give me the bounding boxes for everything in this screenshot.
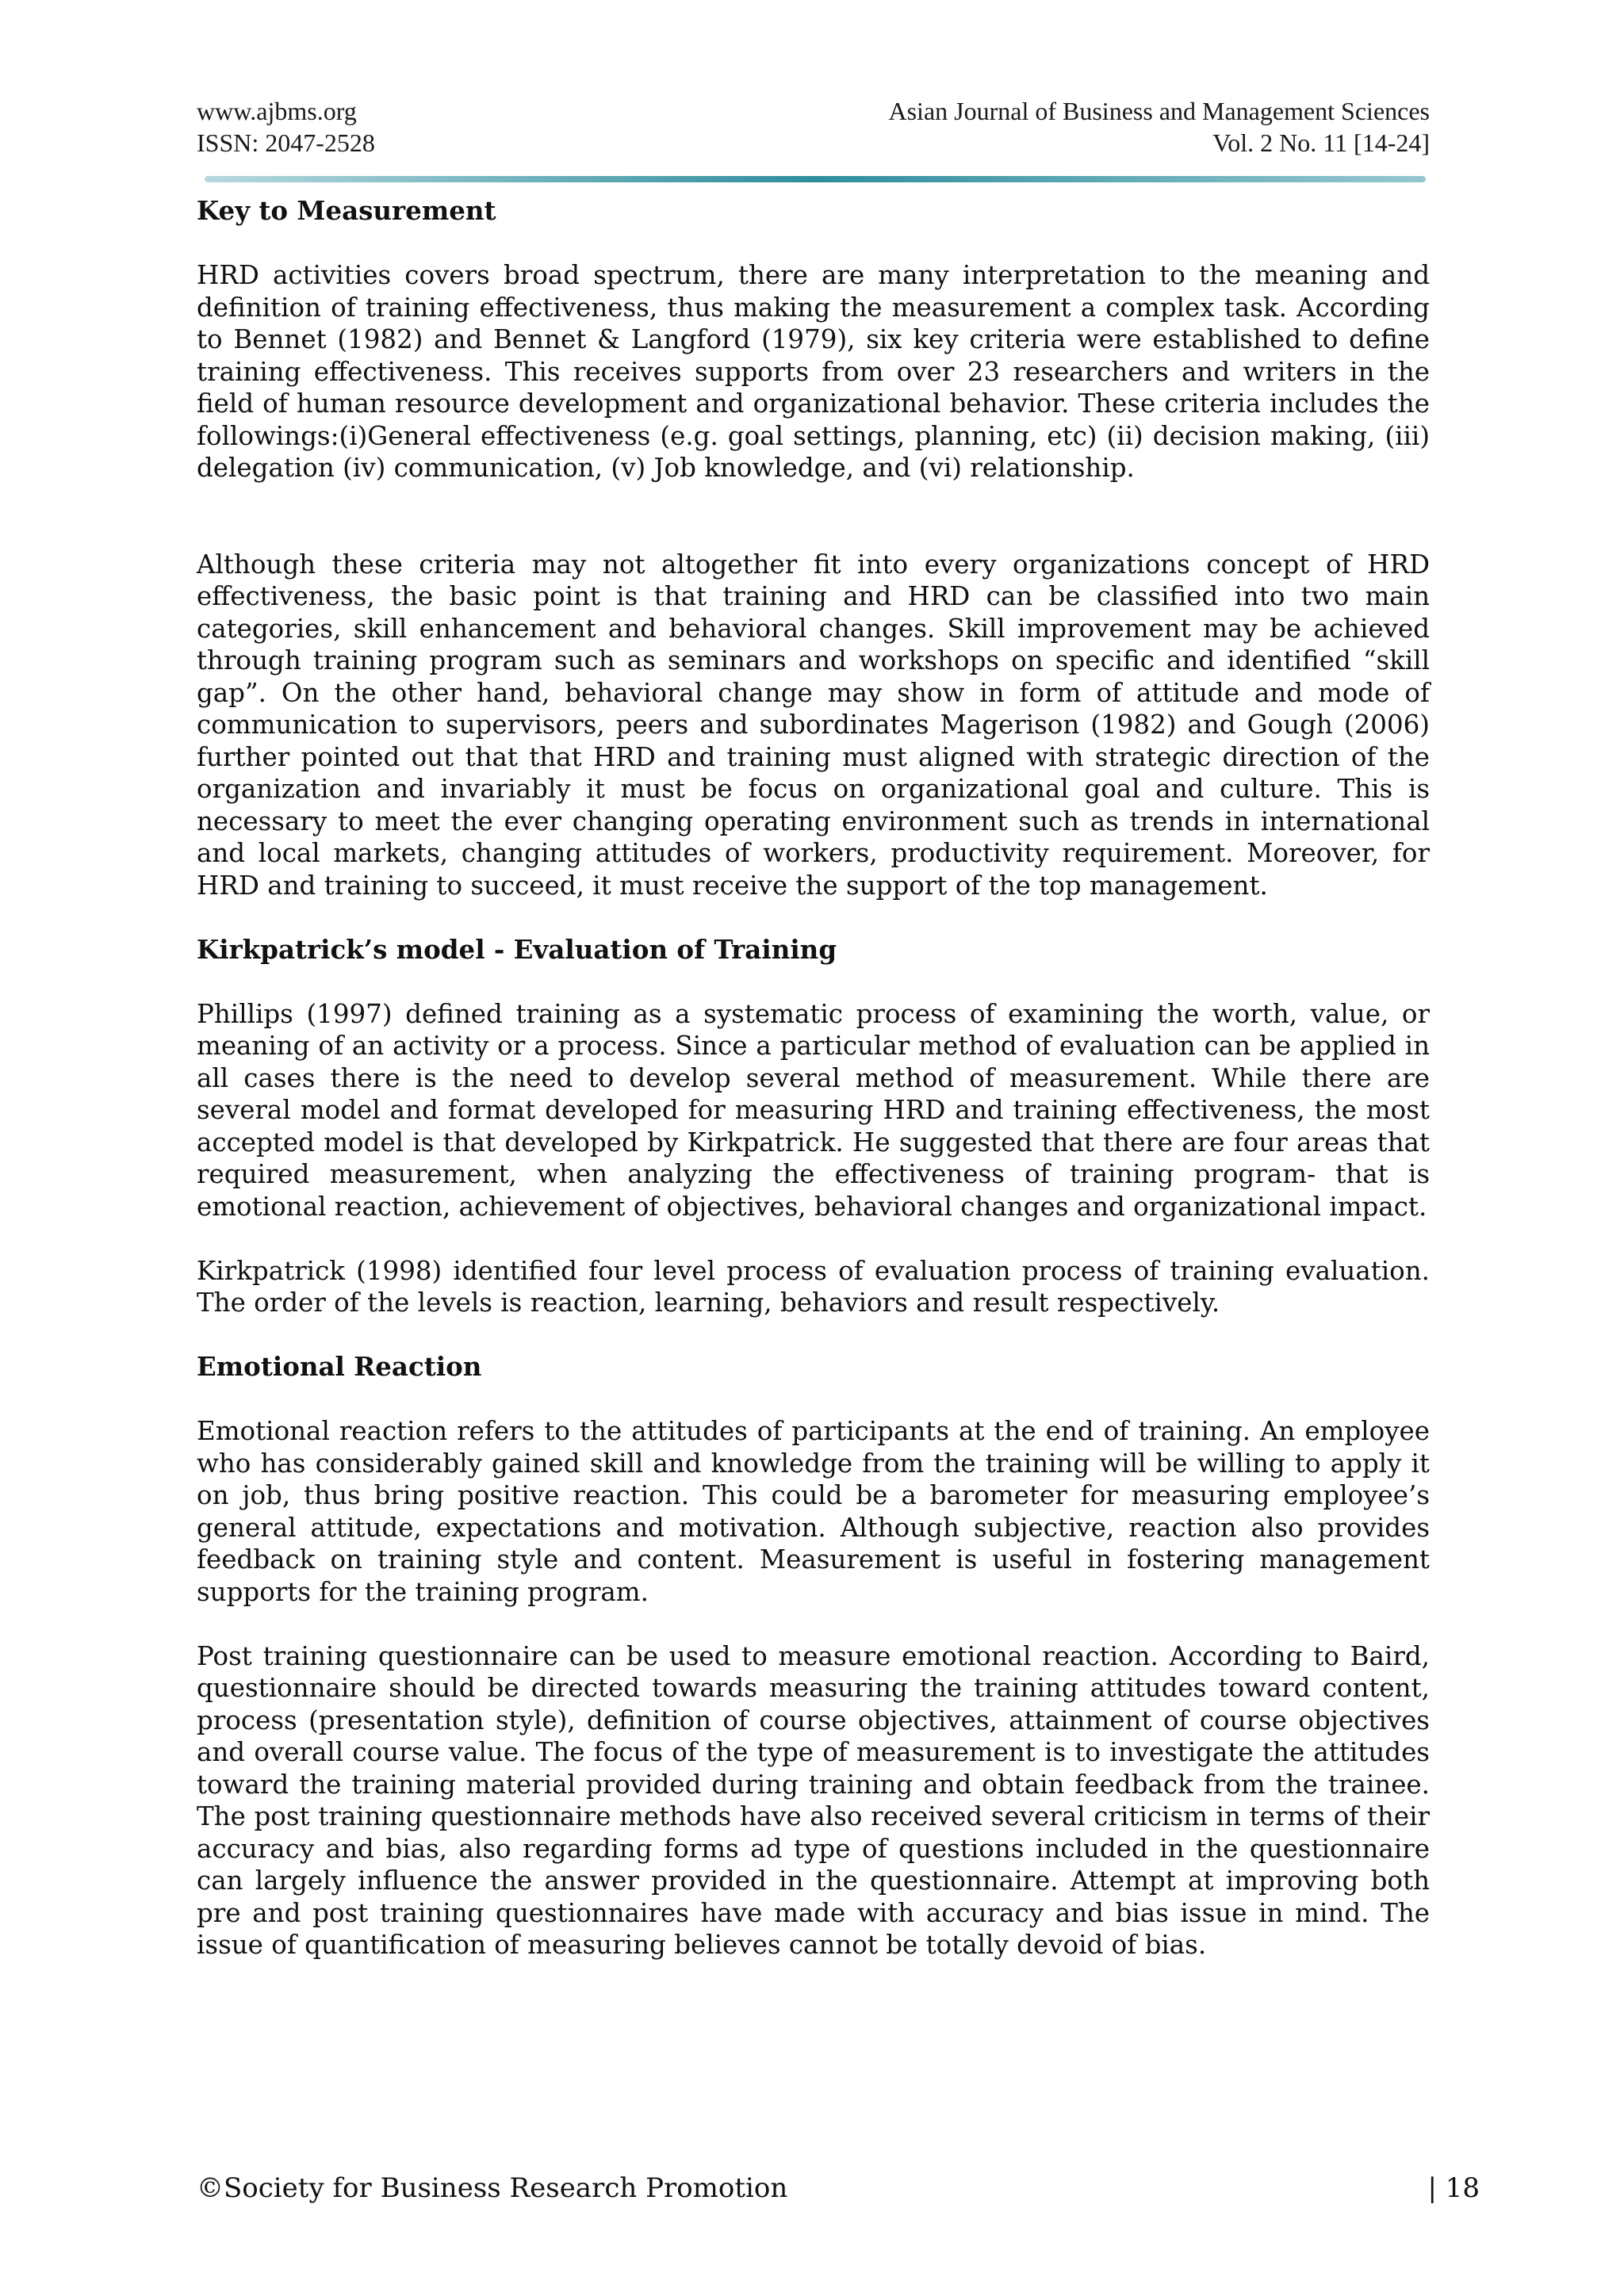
paragraph-hrd-criteria: HRD activities covers broad spectrum, there are many interpretation to the meaning and definition of training effectiveness, thus making the measurement a complex task. According to Bennet (1982) and Bennet & Langford (1979), six key criteria were established to define training effectiveness. This receives supports from over 23 researchers and writers in the field of human resource development and organizational behavior. These criteria includes the followings:(i)General effectiveness (e.g. goal settings, planning, etc) (ii) decision making, (iii) delegation (iv) communication, (v) Job knowledge, and (vi) relationship.	[197, 260, 1430, 483]
volume-info: Vol. 2 No. 11 [14-24]	[1212, 128, 1430, 157]
running-header	[197, 95, 1430, 159]
paragraph-emotional-reaction: Emotional reaction refers to the attitudes of participants at the end of training. An employee who has considerably gained skill and knowledge from the training will be willing to apply it on job, thus bring positive reaction. This could be a barometer for measuring employee’s general attitude, expectations and motivation. Although subjective, reaction also provides feedback on training style and content. Measurement is useful in fostering management supports for the training program.	[197, 1416, 1430, 1607]
paragraph-questionnaire: Post training questionnaire can be used to measure emotional reaction. According to Baird, questionnaire should be directed towards measuring the training attitudes toward content, process (presentation style), definition of course objectives, attainment of course objectives and overall course value. The focus of the type of measurement is to investigate the attitudes toward the training material provided during training and obtain feedback from the trainee. The post training questionnaire methods have also received several criticism in terms of their accuracy and bias, also regarding forms ad type of questions included in the questionnaire can largely influence the answer provided in the questionnaire. Attempt at improving both pre and post training questionnaires have made with accuracy and bias issue in mind. The issue of quantification of measuring believes cannot be totally devoid of bias.	[197, 1640, 1430, 1960]
article-body	[197, 195, 1430, 1961]
journal-website: www.ajbms.org	[197, 97, 357, 125]
page-number: | 18	[1427, 2172, 1480, 2204]
paragraph-hrd-categories: Although these criteria may not altogether fit into every organizations concept of HRD effectiveness, the basic point is that training and HRD can be classified into two main categories, skill enhancement and behavioral changes. Skill improvement may be achieved through training program such as seminars and workshops on specific and identified “skill gap”. On the other hand, behavioral change may show in form of attitude and mode of communication to supervisors, peers and subordinates Magerison (1982) and Gough (2006) further pointed out that that HRD and training must aligned with strategic direction of the organization and invariably it must be focus on organizational goal and culture. This is necessary to meet the ever changing operating environment such as trends in international and local markets, changing attitudes of workers, productivity requirement. Moreover, for HRD and training to succeed, it must receive the support of the top management.	[197, 549, 1430, 901]
page-footer	[197, 2172, 1480, 2204]
paragraph-kirkpatrick-levels: Kirkpatrick (1998) identified four level process of evaluation process of training evaluation. The order of the levels is reaction, learning, behaviors and result respectively.	[197, 1255, 1430, 1318]
issn: ISSN: 2047-2528	[197, 128, 375, 157]
section-heading-kirkpatrick: Kirkpatrick’s model - Evaluation of Training	[197, 933, 837, 965]
section-heading-key-to-measurement: Key to Measurement	[197, 195, 496, 226]
header-divider	[205, 176, 1426, 182]
journal-title: Asian Journal of Business and Management Sciences	[888, 97, 1430, 125]
section-heading-emotional-reaction: Emotional Reaction	[197, 1351, 482, 1382]
footer-copyright: ©Society for Business Research Promotion	[197, 2172, 788, 2204]
paragraph-phillips: Phillips (1997) defined training as a systematic process of examining the worth, value, or meaning of an activity or a process. Since a particular method of evaluation can be applied in all cases there is the need to develop several method of measurement. While there are several model and format developed for measuring HRD and training effectiveness, the most accepted model is that developed by Kirkpatrick. He suggested that there are four areas that required measurement, when analyzing the effectiveness of training program- that is emotional reaction, achievement of objectives, behavioral changes and organizational impact.	[197, 998, 1430, 1222]
